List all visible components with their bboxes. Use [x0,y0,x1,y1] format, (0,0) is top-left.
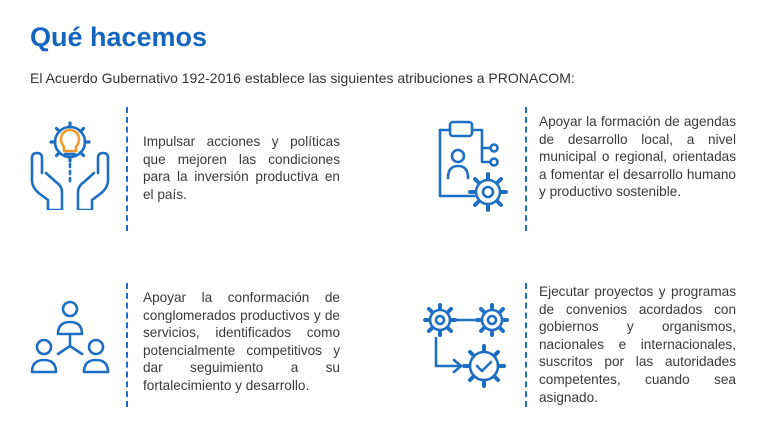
item-divider [126,283,128,407]
item-text-4: Ejecutar proyectos y programas de convenios acordados con gobiernos y organismos, nacionales e internacionales, suscritos por las autoridades competentes, cuando sea asignado. [539,284,736,405]
people-network-icon [24,298,116,378]
intro-text: El Acuerdo Gubernativo 192-2016 establece las siguientes atribuciones a PRONACOM: [30,70,575,86]
item-divider [525,283,527,407]
item-text-2: Apoyar la formación de agendas de desarrollo local, a nivel municipal o regional, orientadas a fomentar el desarrollo humano y productivo sostenible. [539,114,736,200]
hands-lightbulb-gear-icon [24,118,116,210]
item-text-3: Apoyar la conformación de conglomerados productivos y de servicios, identificados como potencialmente competitivos y dar seguimiento a su fortalecimiento y desarrollo. [143,290,340,393]
item-text-1: Impulsar acciones y políticas que mejoren las condiciones para la inversión productiva en el país. [143,134,340,202]
gears-check-process-icon [422,298,518,394]
page-title: Qué hacemos [30,22,208,52]
item-divider [126,107,128,231]
clipboard-person-gear-icon [426,118,518,218]
item-divider [525,107,527,231]
